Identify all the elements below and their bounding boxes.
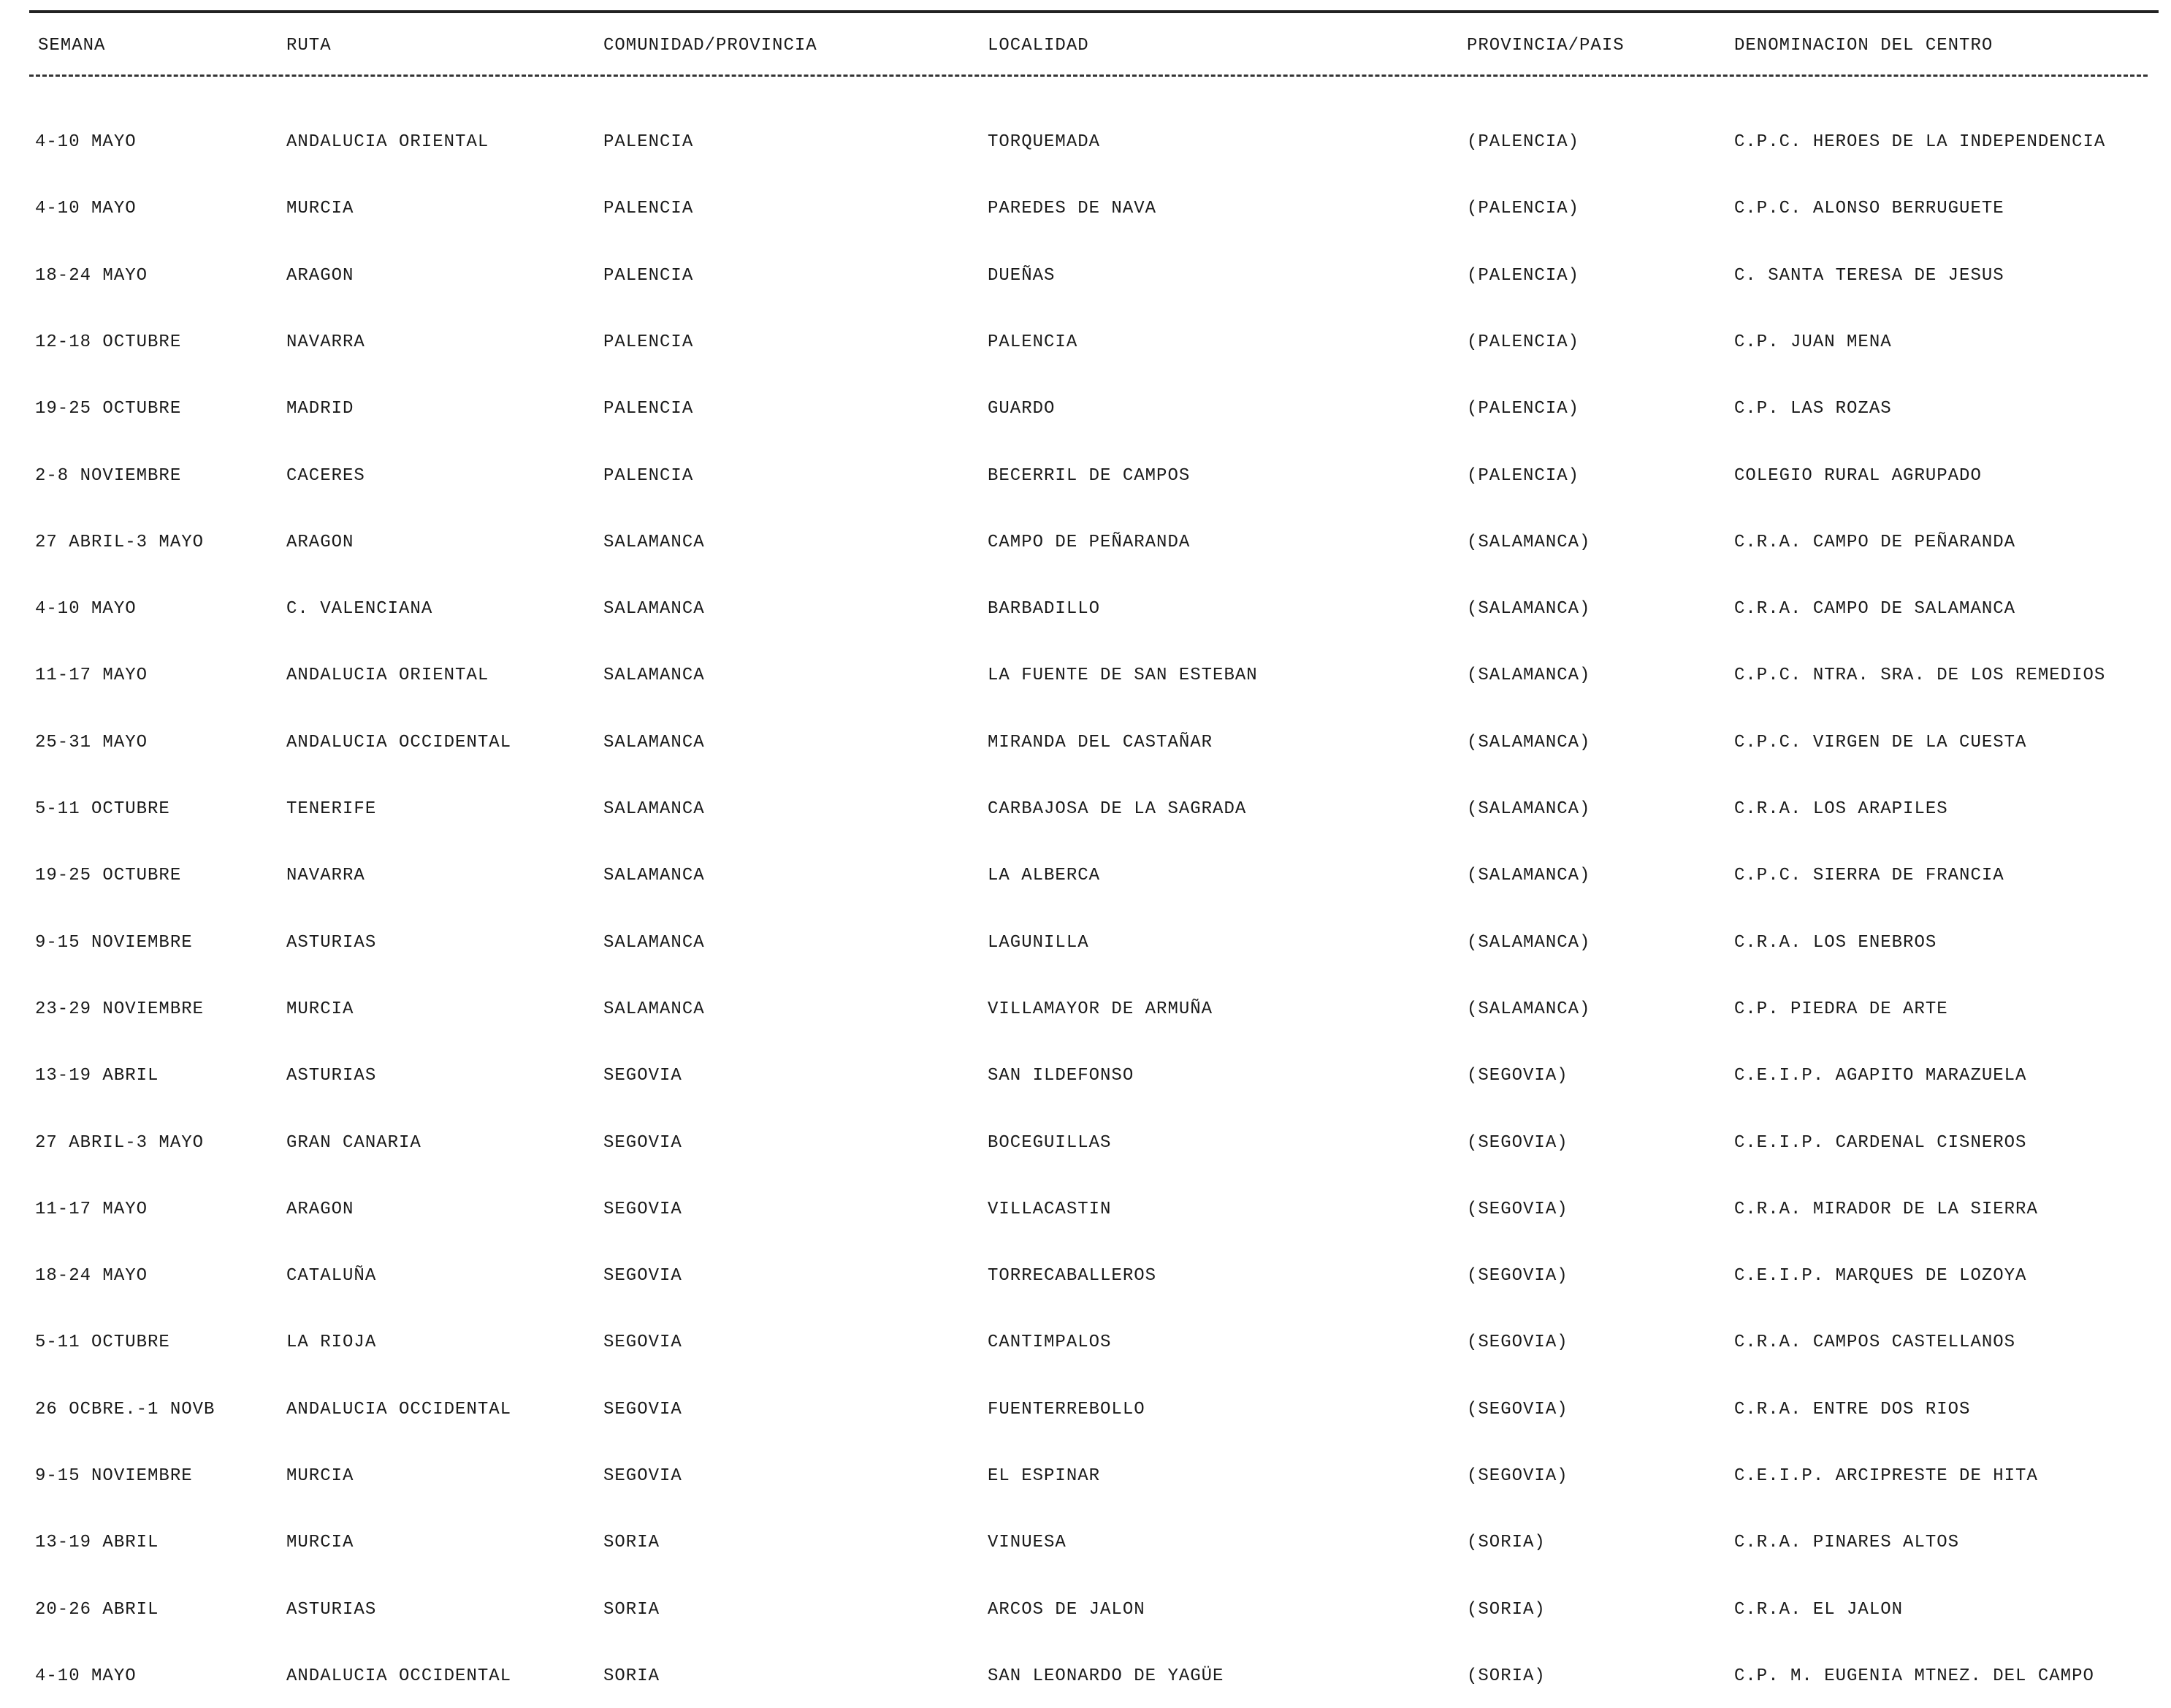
cell-centro: C.R.A. EL JALON: [1734, 1600, 1904, 1620]
table-row: [0, 858, 2171, 894]
cell-centro: C.P. PIEDRA DE ARTE: [1734, 999, 1948, 1019]
cell-centro: C. SANTA TERESA DE JESUS: [1734, 266, 2004, 286]
cell-provincia: (SALAMANCA): [1467, 733, 1591, 752]
cell-ruta: NAVARRA: [286, 332, 365, 352]
cell-centro: C.E.I.P. ARCIPRESTE DE HITA: [1734, 1466, 2038, 1486]
cell-comunidad: SORIA: [603, 1533, 660, 1552]
table-row: [0, 324, 2171, 361]
cell-semana: 12-18 OCTUBRE: [35, 332, 182, 352]
cell-comunidad: SEGOVIA: [603, 1200, 682, 1219]
cell-localidad: BOCEGUILLAS: [988, 1133, 1112, 1153]
cell-semana: 5-11 OCTUBRE: [35, 1333, 170, 1352]
cell-localidad: GUARDO: [988, 399, 1056, 419]
cell-localidad: VILLAMAYOR DE ARMUÑA: [988, 999, 1213, 1019]
cell-provincia: (PALENCIA): [1467, 132, 1580, 152]
table-row: [0, 1192, 2171, 1228]
cell-localidad: PAREDES DE NAVA: [988, 199, 1157, 218]
cell-ruta: MURCIA: [286, 199, 354, 218]
cell-provincia: (PALENCIA): [1467, 466, 1580, 486]
table-row: [0, 458, 2171, 495]
cell-provincia: (SEGOVIA): [1467, 1066, 1568, 1086]
cell-centro: COLEGIO RURAL AGRUPADO: [1734, 466, 1982, 486]
cell-provincia: (SALAMANCA): [1467, 799, 1591, 819]
cell-localidad: LA FUENTE DE SAN ESTEBAN: [988, 666, 1258, 685]
cell-semana: 27 ABRIL-3 MAYO: [35, 1133, 205, 1153]
cell-semana: 18-24 MAYO: [35, 266, 148, 286]
cell-provincia: (SALAMANCA): [1467, 866, 1591, 885]
table-row: [0, 1324, 2171, 1361]
cell-provincia: (SEGOVIA): [1467, 1266, 1568, 1286]
cell-comunidad: SALAMANCA: [603, 666, 705, 685]
cell-provincia: (PALENCIA): [1467, 266, 1580, 286]
cell-semana: 27 ABRIL-3 MAYO: [35, 533, 205, 552]
cell-semana: 19-25 OCTUBRE: [35, 399, 182, 419]
cell-ruta: MURCIA: [286, 999, 354, 1019]
cell-semana: 4-10 MAYO: [35, 132, 137, 152]
cell-comunidad: SEGOVIA: [603, 1133, 682, 1153]
cell-semana: 11-17 MAYO: [35, 1200, 148, 1219]
cell-ruta: C. VALENCIANA: [286, 599, 433, 619]
cell-provincia: (SEGOVIA): [1467, 1466, 1568, 1486]
cell-localidad: CANTIMPALOS: [988, 1333, 1112, 1352]
cell-ruta: ASTURIAS: [286, 933, 377, 953]
cell-centro: C.R.A. CAMPO DE SALAMANCA: [1734, 599, 2016, 619]
cell-localidad: PALENCIA: [988, 332, 1078, 352]
cell-localidad: TORQUEMADA: [988, 132, 1101, 152]
cell-semana: 25-31 MAYO: [35, 733, 148, 752]
cell-semana: 20-26 ABRIL: [35, 1600, 159, 1620]
table-row: [0, 657, 2171, 694]
cell-semana: 18-24 MAYO: [35, 1266, 148, 1286]
cell-centro: C.R.A. LOS ENEBROS: [1734, 933, 1937, 953]
cell-semana: 4-10 MAYO: [35, 599, 137, 619]
cell-comunidad: SALAMANCA: [603, 533, 705, 552]
cell-ruta: ANDALUCIA OCCIDENTAL: [286, 1666, 512, 1686]
cell-comunidad: SEGOVIA: [603, 1266, 682, 1286]
cell-ruta: ANDALUCIA OCCIDENTAL: [286, 733, 512, 752]
top-rule: [29, 10, 2159, 13]
cell-semana: 26 OCBRE.-1 NOVB: [35, 1400, 215, 1419]
cell-comunidad: SEGOVIA: [603, 1400, 682, 1419]
table-row: [0, 1525, 2171, 1561]
table-row: [0, 1458, 2171, 1495]
cell-centro: C.P.C. SIERRA DE FRANCIA: [1734, 866, 2004, 885]
table-row: [0, 791, 2171, 828]
cell-centro: C.P.C. HEROES DE LA INDEPENDENCIA: [1734, 132, 2106, 152]
cell-comunidad: PALENCIA: [603, 466, 694, 486]
table-row: [0, 1058, 2171, 1094]
cell-comunidad: SALAMANCA: [603, 866, 705, 885]
cell-localidad: SAN LEONARDO DE YAGÜE: [988, 1666, 1224, 1686]
cell-ruta: MURCIA: [286, 1466, 354, 1486]
cell-comunidad: SEGOVIA: [603, 1333, 682, 1352]
cell-provincia: (SEGOVIA): [1467, 1200, 1568, 1219]
cell-comunidad: SALAMANCA: [603, 999, 705, 1019]
cell-ruta: NAVARRA: [286, 866, 365, 885]
cell-centro: C.R.A. CAMPOS CASTELLANOS: [1734, 1333, 2016, 1352]
cell-centro: C.E.I.P. MARQUES DE LOZOYA: [1734, 1266, 2027, 1286]
cell-provincia: (PALENCIA): [1467, 199, 1580, 218]
cell-localidad: CAMPO DE PEÑARANDA: [988, 533, 1191, 552]
table-row: [0, 258, 2171, 294]
table-row: [0, 1392, 2171, 1428]
header-centro: DENOMINACION DEL CENTRO: [1734, 36, 1993, 56]
cell-localidad: LA ALBERCA: [988, 866, 1101, 885]
table-row: [0, 391, 2171, 427]
header-semana: SEMANA: [38, 36, 106, 56]
cell-provincia: (SORIA): [1467, 1600, 1546, 1620]
table-row: [0, 1658, 2171, 1695]
cell-localidad: FUENTERREBOLLO: [988, 1400, 1145, 1419]
cell-semana: 2-8 NOVIEMBRE: [35, 466, 182, 486]
cell-provincia: (SALAMANCA): [1467, 533, 1591, 552]
table-row: [0, 124, 2171, 161]
cell-comunidad: SEGOVIA: [603, 1066, 682, 1086]
table-row: [0, 991, 2171, 1028]
cell-comunidad: PALENCIA: [603, 199, 694, 218]
cell-semana: 5-11 OCTUBRE: [35, 799, 170, 819]
cell-localidad: ARCOS DE JALON: [988, 1600, 1145, 1620]
header-comunidad: COMUNIDAD/PROVINCIA: [603, 36, 817, 56]
cell-comunidad: PALENCIA: [603, 132, 694, 152]
cell-ruta: ANDALUCIA OCCIDENTAL: [286, 1400, 512, 1419]
cell-centro: C.P. JUAN MENA: [1734, 332, 1892, 352]
cell-localidad: SAN ILDEFONSO: [988, 1066, 1134, 1086]
cell-comunidad: PALENCIA: [603, 399, 694, 419]
cell-comunidad: SORIA: [603, 1666, 660, 1686]
cell-provincia: (SALAMANCA): [1467, 666, 1591, 685]
cell-ruta: ASTURIAS: [286, 1600, 377, 1620]
cell-ruta: ARAGON: [286, 533, 354, 552]
cell-centro: C.P.C. VIRGEN DE LA CUESTA: [1734, 733, 2027, 752]
cell-semana: 9-15 NOVIEMBRE: [35, 933, 193, 953]
cell-provincia: (SEGOVIA): [1467, 1400, 1568, 1419]
header-ruta: RUTA: [286, 36, 332, 56]
header-divider: [29, 75, 2148, 77]
cell-ruta: MURCIA: [286, 1533, 354, 1552]
cell-ruta: MADRID: [286, 399, 354, 419]
cell-semana: 19-25 OCTUBRE: [35, 866, 182, 885]
cell-comunidad: PALENCIA: [603, 332, 694, 352]
cell-comunidad: PALENCIA: [603, 266, 694, 286]
cell-ruta: ANDALUCIA ORIENTAL: [286, 132, 489, 152]
cell-centro: C.R.A. CAMPO DE PEÑARANDA: [1734, 533, 2016, 552]
cell-localidad: BECERRIL DE CAMPOS: [988, 466, 1191, 486]
cell-semana: 11-17 MAYO: [35, 666, 148, 685]
header-localidad: LOCALIDAD: [988, 36, 1089, 56]
cell-ruta: CACERES: [286, 466, 365, 486]
cell-centro: C.R.A. LOS ARAPILES: [1734, 799, 1948, 819]
cell-localidad: VINUESA: [988, 1533, 1067, 1552]
cell-comunidad: SALAMANCA: [603, 599, 705, 619]
cell-comunidad: SALAMANCA: [603, 733, 705, 752]
cell-provincia: (SALAMANCA): [1467, 599, 1591, 619]
cell-localidad: DUEÑAS: [988, 266, 1056, 286]
table-row: [0, 1125, 2171, 1162]
cell-comunidad: SORIA: [603, 1600, 660, 1620]
cell-provincia: (SALAMANCA): [1467, 999, 1591, 1019]
header-provincia: PROVINCIA/PAIS: [1467, 36, 1625, 56]
cell-provincia: (SEGOVIA): [1467, 1133, 1568, 1153]
cell-ruta: GRAN CANARIA: [286, 1133, 421, 1153]
table-row: [0, 191, 2171, 227]
cell-localidad: VILLACASTIN: [988, 1200, 1112, 1219]
cell-localidad: LAGUNILLA: [988, 933, 1089, 953]
table-row: [0, 725, 2171, 761]
cell-centro: C.P. LAS ROZAS: [1734, 399, 1892, 419]
cell-centro: C.R.A. PINARES ALTOS: [1734, 1533, 1960, 1552]
cell-provincia: (SEGOVIA): [1467, 1333, 1568, 1352]
cell-ruta: TENERIFE: [286, 799, 377, 819]
cell-centro: C.P.C. ALONSO BERRUGUETE: [1734, 199, 2004, 218]
cell-ruta: ARAGON: [286, 266, 354, 286]
table-row: [0, 1592, 2171, 1628]
cell-localidad: CARBAJOSA DE LA SAGRADA: [988, 799, 1247, 819]
cell-provincia: (SALAMANCA): [1467, 933, 1591, 953]
cell-semana: 4-10 MAYO: [35, 1666, 137, 1686]
table-row: [0, 925, 2171, 961]
cell-semana: 13-19 ABRIL: [35, 1533, 159, 1552]
cell-centro: C.P. M. EUGENIA MTNEZ. DEL CAMPO: [1734, 1666, 2094, 1686]
cell-provincia: (PALENCIA): [1467, 399, 1580, 419]
cell-semana: 23-29 NOVIEMBRE: [35, 999, 205, 1019]
cell-centro: C.E.I.P. AGAPITO MARAZUELA: [1734, 1066, 2027, 1086]
cell-ruta: ASTURIAS: [286, 1066, 377, 1086]
cell-localidad: TORRECABALLEROS: [988, 1266, 1157, 1286]
cell-centro: C.R.A. ENTRE DOS RIOS: [1734, 1400, 1971, 1419]
cell-comunidad: SEGOVIA: [603, 1466, 682, 1486]
cell-ruta: ARAGON: [286, 1200, 354, 1219]
cell-ruta: ANDALUCIA ORIENTAL: [286, 666, 489, 685]
table-row: [0, 591, 2171, 628]
cell-provincia: (SORIA): [1467, 1533, 1546, 1552]
cell-comunidad: SALAMANCA: [603, 799, 705, 819]
cell-semana: 13-19 ABRIL: [35, 1066, 159, 1086]
cell-centro: C.E.I.P. CARDENAL CISNEROS: [1734, 1133, 2027, 1153]
cell-localidad: BARBADILLO: [988, 599, 1101, 619]
cell-provincia: (PALENCIA): [1467, 332, 1580, 352]
cell-comunidad: SALAMANCA: [603, 933, 705, 953]
cell-localidad: EL ESPINAR: [988, 1466, 1101, 1486]
cell-ruta: CATALUÑA: [286, 1266, 377, 1286]
cell-semana: 9-15 NOVIEMBRE: [35, 1466, 193, 1486]
cell-centro: C.R.A. MIRADOR DE LA SIERRA: [1734, 1200, 2038, 1219]
cell-ruta: LA RIOJA: [286, 1333, 377, 1352]
table-row: [0, 1258, 2171, 1295]
cell-localidad: MIRANDA DEL CASTAÑAR: [988, 733, 1213, 752]
cell-centro: C.P.C. NTRA. SRA. DE LOS REMEDIOS: [1734, 666, 2106, 685]
table-row: [0, 525, 2171, 561]
cell-semana: 4-10 MAYO: [35, 199, 137, 218]
table-header: [0, 28, 2171, 64]
cell-provincia: (SORIA): [1467, 1666, 1546, 1686]
